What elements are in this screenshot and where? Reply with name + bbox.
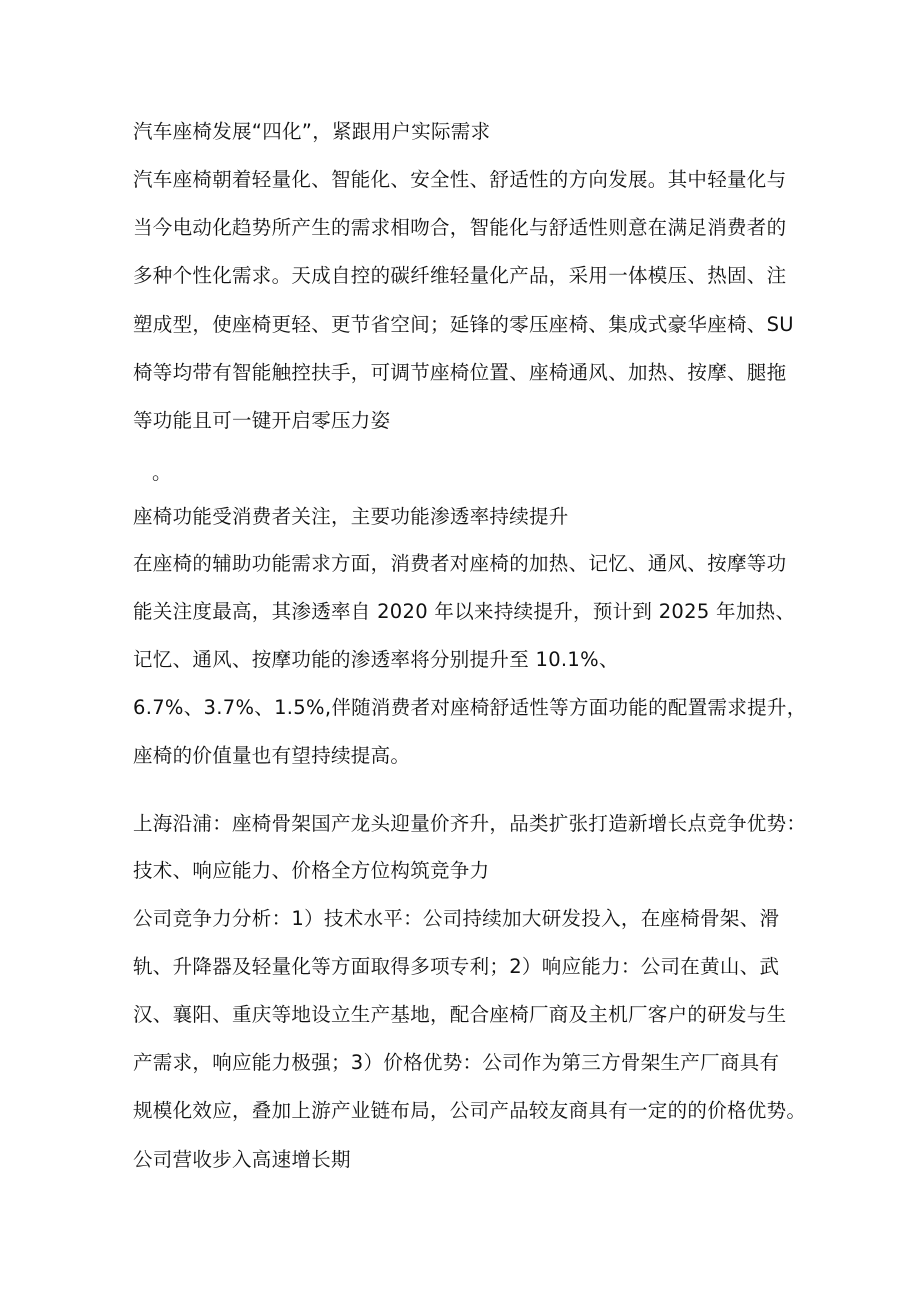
section1-paragraph-line-1: 汽车座椅朝着轻量化、智能化、安全性、舒适性的方向发展。其中轻量化与: [133, 168, 787, 191]
section3-subheading: 公司营收步入高速增长期: [133, 1148, 351, 1171]
section3-heading-line-2: 技术、响应能力、价格全方位构筑竞争力: [133, 859, 490, 882]
section3-paragraph-line-5: 规模化效应，叠加上游产业链布局，公司产品较友商具有一定的的价格优势。: [133, 1099, 807, 1122]
section3-paragraph-line-1: 公司竞争力分析：1）技术水平：公司持续加大研发投入，在座椅骨架、滑: [133, 907, 780, 930]
section1-paragraph-line-4: 塑成型，使座椅更轻、更节省空间；延锋的零压座椅、集成式豪华座椅、SU: [133, 313, 794, 336]
section3-paragraph-line-4: 产需求，响应能力极强；3）价格优势：公司作为第三方骨架生产厂商具有: [133, 1051, 780, 1074]
section1-heading: 汽车座椅发展“四化”，紧跟用户实际需求: [133, 120, 491, 143]
section2-paragraph-line-3: 记忆、通风、按摩功能的渗透率将分别提升至 10.1%、: [133, 648, 619, 671]
section1-paragraph-line-2: 当今电动化趋势所产生的需求相吻合，智能化与舒适性则意在满足消费者的: [133, 216, 787, 239]
section1-paragraph-line-6: 等功能且可一键开启零压力姿: [133, 409, 391, 432]
section3-heading-line-1: 上海沿浦：座椅骨架国产龙头迎量价齐升，品类扩张打造新增长点竞争优势：: [133, 812, 807, 835]
section2-paragraph-line-1: 在座椅的辅助功能需求方面，消费者对座椅的加热、记忆、通风、按摩等功: [133, 552, 787, 575]
section3-paragraph-line-2: 轨、升降器及轻量化等方面取得多项专利；2）响应能力：公司在黄山、武: [133, 955, 780, 978]
section2-heading: 座椅功能受消费者关注，主要功能渗透率持续提升: [133, 505, 569, 528]
section2-paragraph-line-5: 座椅的价值量也有望持续提高。: [133, 744, 411, 767]
section2-paragraph-line-2: 能关注度最高，其渗透率自 2020 年以来持续提升，预计到 2025 年加热、: [133, 600, 796, 623]
section1-paragraph-line-3: 多种个性化需求。天成自控的碳纤维轻量化产品，采用一体模压、热固、注: [133, 264, 787, 287]
section1-trailing-mark: 。: [152, 461, 172, 484]
section2-paragraph-line-4: 6.7%、3.7%、1.5%,伴随消费者对座椅舒适性等方面功能的配置需求提升，: [133, 696, 807, 719]
section3-paragraph-line-3: 汉、襄阳、重庆等地设立生产基地，配合座椅厂商及主机厂客户的研发与生: [133, 1003, 787, 1026]
section1-paragraph-line-5: 椅等均带有智能触控扶手，可调节座椅位置、座椅通风、加热、按摩、腿拖: [133, 361, 787, 384]
